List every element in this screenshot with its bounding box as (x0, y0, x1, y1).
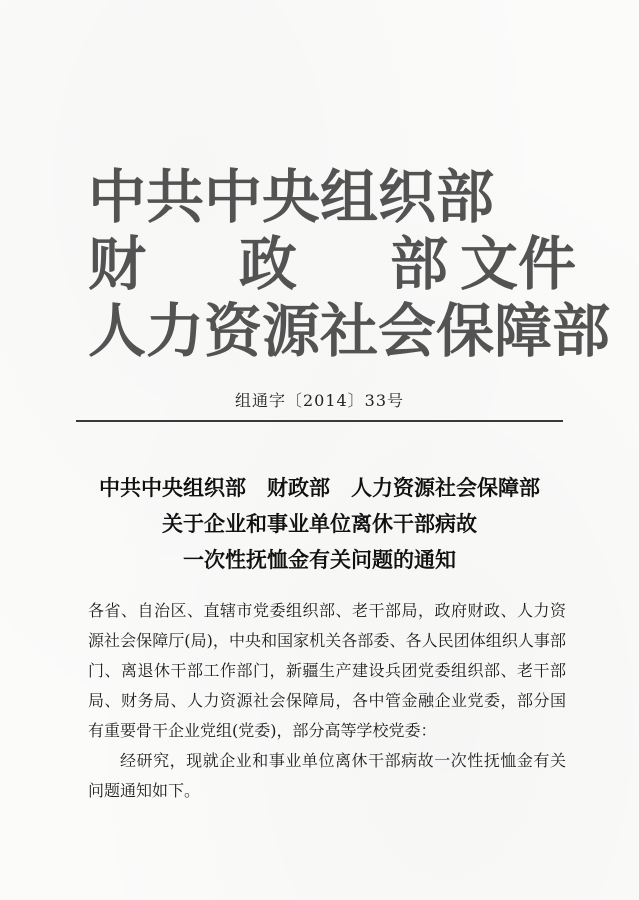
document-number: 组通字〔2014〕33号 (234, 391, 405, 410)
salutation: 各省、自治区、直辖市党委组织部、老干部局，政府财政、人力资源社会保障厅(局)，中央和国家机关各部委、各人民团体组织人事部门、离退休干部工作部门，新疆生产建设兵团党委组织部、老干部局、财务局、人力资源社会保障局，各中管金融企业党委，部分国有重要骨干企业党组(党委)，部分高等学校党委： (88, 601, 566, 740)
issuer-ministry-of-finance (88, 230, 448, 298)
title-line-2: 关于企业和事业单位离休干部病故 (162, 511, 477, 536)
title-line-1: 中共中央组织部 财政部 人力资源社会保障部 (99, 475, 540, 500)
body-paragraph: 经研究，现就企业和事业单位离休干部病故一次性抚恤金有关问题通知如下。 (88, 751, 566, 800)
title-line-3: 一次性抚恤金有关问题的通知 (183, 547, 456, 572)
header-divider (76, 420, 563, 422)
issuer-finance-char-3: 部 (389, 230, 448, 298)
document-body (88, 596, 566, 806)
document-title (0, 470, 639, 578)
document-label: 文件 (460, 230, 577, 298)
issuer-finance-char-2: 政 (238, 230, 297, 298)
issuer-finance-char-1: 财 (88, 230, 147, 298)
issuer-hr-social-security: 人力资源社会保障部 (88, 297, 611, 365)
issuer-org-department: 中共中央组织部 (88, 163, 495, 231)
document-header (88, 160, 611, 365)
